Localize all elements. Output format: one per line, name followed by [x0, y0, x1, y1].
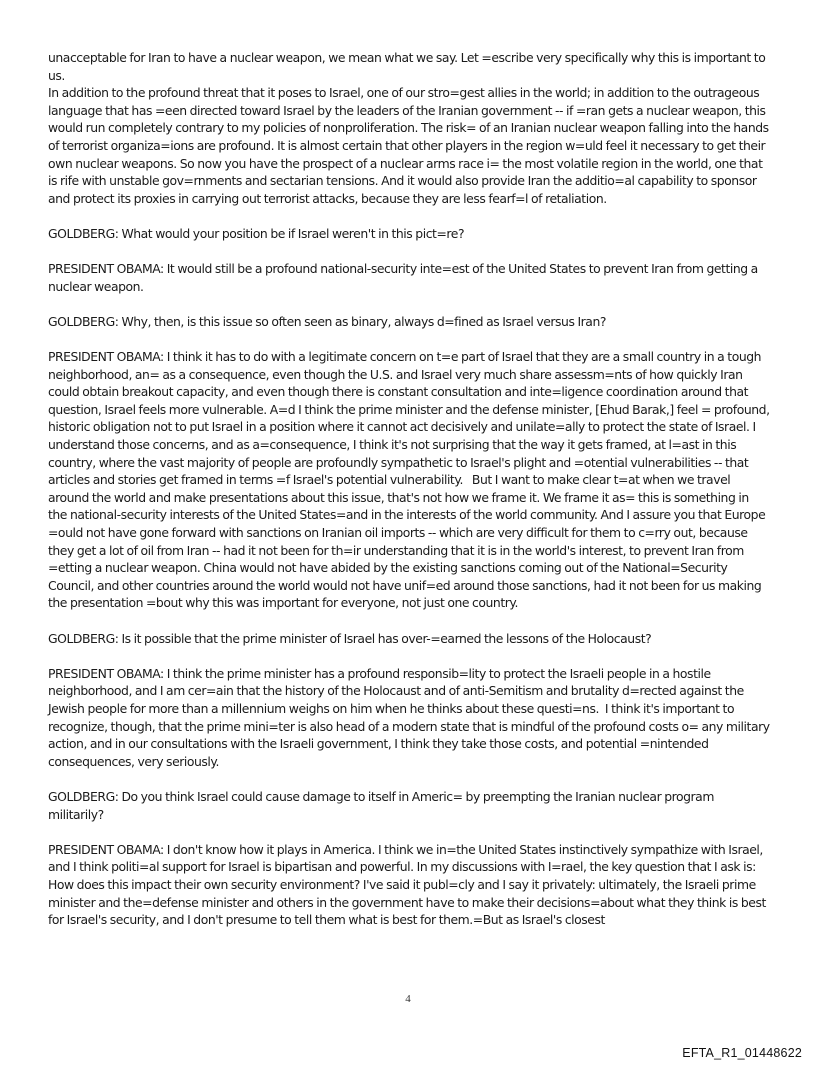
paragraph: PRESIDENT OBAMA: I think the prime minister has a profound responsib=lity to protect the Israeli people in a hostile neighborhood, and I am cer=ain that the history of the Holocaust and of anti-Semitism and brutality d=rected against the Jewish people for more than a millennium weighs on him when he thinks about these questi=ns. I think it's important to recognize, though, that the prime mini=ter is also head of a modern state that is mindful of the profound costs o= any military action, and in our consultations with the Israeli government, I think they take those costs, and potential =nintended consequences, very seriously.: [48, 665, 773, 769]
paragraph: PRESIDENT OBAMA: It would still be a profound national-security inte=est of the United States to prevent Iran from getting a nuclear weapon.: [48, 261, 761, 294]
page-number: 4: [405, 993, 411, 1005]
paragraph: GOLDBERG: Is it possible that the prime minister of Israel has over-=earned the lessons of the Holocaust?: [48, 630, 652, 646]
paragraph: GOLDBERG: What would your position be if Israel weren't in this pict=re?: [48, 225, 465, 241]
paragraph: PRESIDENT OBAMA: I think it has to do with a legitimate concern on t=e part of Israel that they are a small country in a tough neighborhood, an= as a consequence, even though the U.S. and Israel very much share assessm=nts of how quickly Iran could obtain breakout capacity, and even though there is constant consultation and inte=ligence coordination around that question, Israel feels more vulnerable. A=d I think the prime minister and the defense minister, [Ehud Barak,] feel = profound, historic obligation not to put Israel in a position where it cannot act decisively and unilate=ally to protect the state of Israel. I understand those concerns, and as a=consequence, I think it's not surprising that the way it gets framed, at l=ast in this country, where the vast majority of people are profoundly sympathetic to Israel's plight and =otential vulnerabilities -- that articles and stories get framed in terms =f Israel's potential vulnerability. But I want to make clear t=at when we travel around the world and make presentations about this issue, that's not how we frame it. We frame it as= this is something in the national-security interests of the United States=and in the interests of the world community. And I assure you that Europe =ould not have gone forward with sanctions on Iranian oil imports -- which are very difficult for them to c=rry out, because they get a lot of oil from Iran -- had it not been for th=ir understanding that it is in the world's interest, to prevent Iran from =etting a nuclear weapon. China would not have abided by the existing sanctions coming out of the National=Security Council, and other countries around the world would not have unif=ed around those sanctions, had it not been for us making the presentation =bout why this was important for everyone, not just one country.: [48, 349, 773, 611]
document-body: [48, 49, 773, 946]
paragraph: In addition to the profound threat that it poses to Israel, one of our stro=gest allies in the world; in addition to the outrageous language that has =een directed toward Israel by the leaders of the Iranian government -- if =ran gets a nuclear weapon, this would run completely contrary to my policies of nonproliferation. The risk= of an Iranian nuclear weapon falling into the hands of terrorist organiza=ions are profound. It is almost certain that other players in the region w=uld feel it necessary to get their own nuclear weapons. So now you have the prospect of a nuclear arms race i= the most volatile region in the world, one that is rife with unstable gov=rnments and sectarian tensions. And it would also provide Iran the additio=al capability to sponsor and protect its proxies in carrying out terrorist attacks, because they are less fearf=l of retaliation.: [48, 85, 772, 206]
paragraph: unacceptable for Iran to have a nuclear weapon, we mean what we say. Let =escribe very specifically why this is important to us.: [48, 50, 769, 83]
paragraph: PRESIDENT OBAMA: I don't know how it plays in America. I think we in=the United States instinctively sympathize with Israel, and I think politi=al support for Israel is bipartisan and powerful. In my discussions with I=rael, the key question that I ask is: How does this impact their own security environment? I've said it publ=cly and I say it privately: ultimately, the Israeli prime minister and the=defense minister and others in the government have to make their decisions=about what they think is best for Israel's security, and I don't presume to tell them what is best for them.=But as Israel's closest: [48, 841, 769, 928]
paragraph: GOLDBERG: Why, then, is this issue so often seen as binary, always d=fined as Israel versus Iran?: [48, 313, 606, 329]
document-id: EFTA_R1_01448622: [682, 1046, 802, 1060]
paragraph: GOLDBERG: Do you think Israel could cause damage to itself in Americ= by preempting the Iranian nuclear program militarily?: [48, 788, 717, 822]
